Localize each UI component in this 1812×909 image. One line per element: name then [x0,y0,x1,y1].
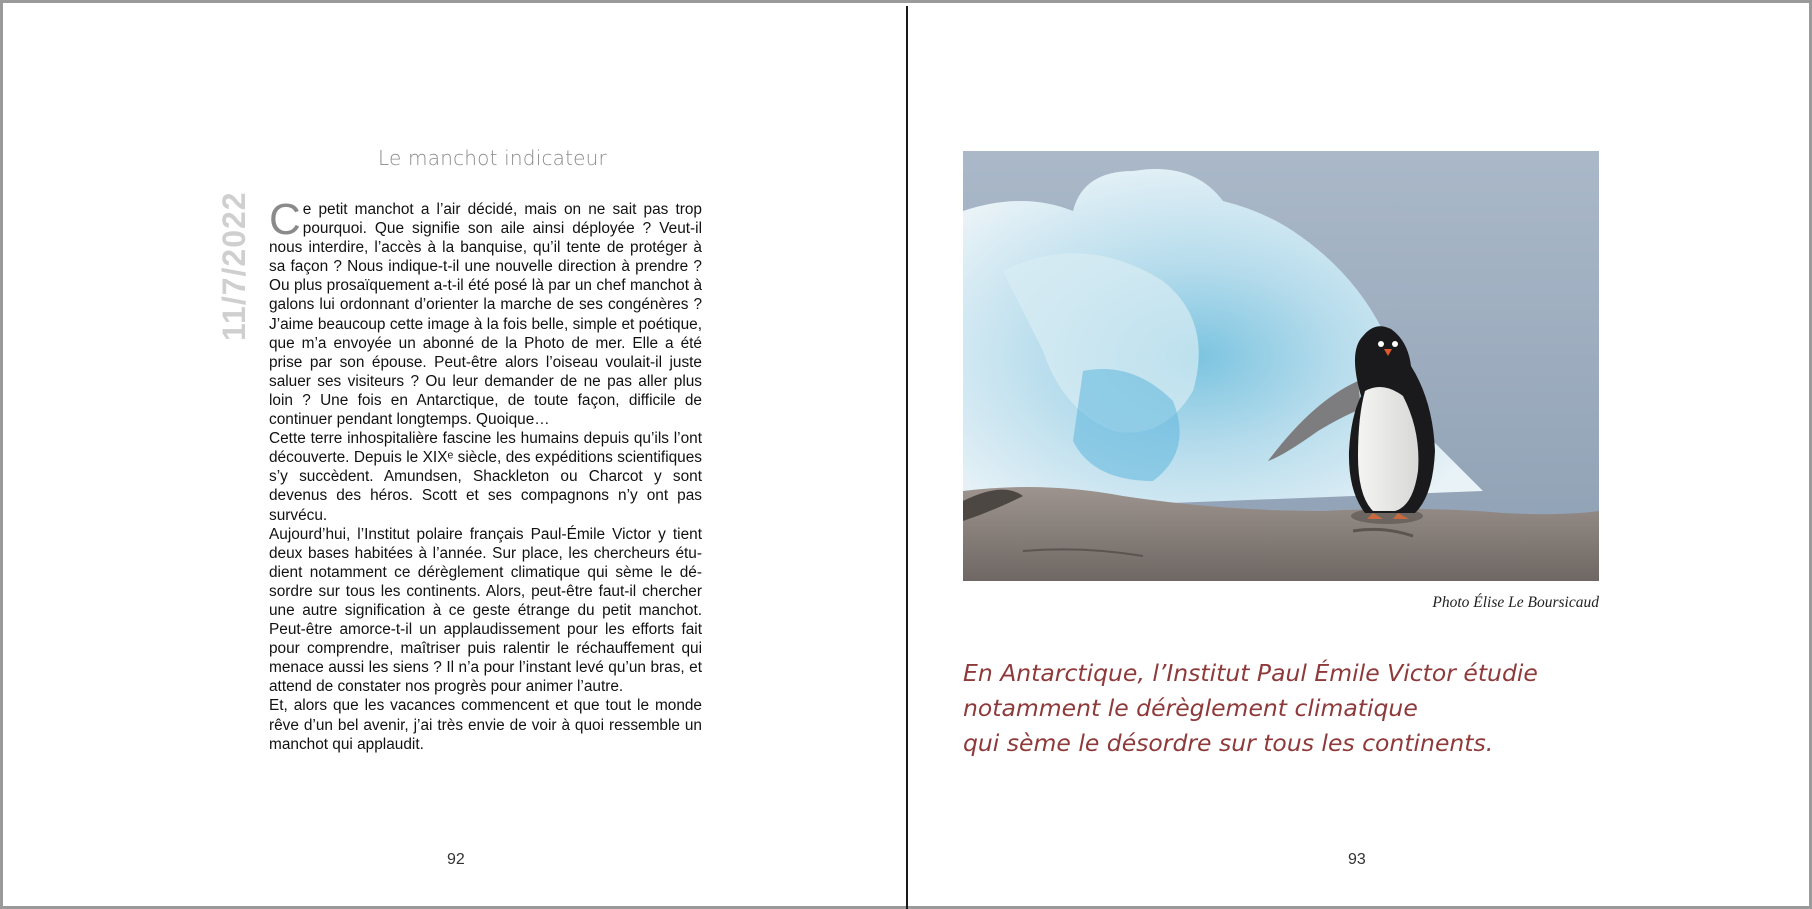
article-body [269,195,702,754]
paragraph-2: Cette terre inhospitalière fascine les humains depuis qu’ils l’ont découverte. Depuis le XIXᵉ siècle, des expéditions scientifiques s’y succèdent. Amundsen, Shackleton ou Charcot y sont devenus des héros. Scott et ses compagnons n’y ont pas survécu. [269,430,702,524]
date-label: 11/7/2022 [216,191,252,341]
penguin-photo-illustration [963,151,1599,581]
pull-quote [963,656,1623,761]
pull-quote-line: notamment le dérèglement climatique [963,694,1418,722]
photo-credit: Photo Élise Le Boursicaud [1432,594,1599,611]
paragraph-3: Aujourd’hui, l’Institut polaire français Paul-Émile Victor y tient deux bases habitées à l’année. Sur place, les chercheurs étudient notamment ce dérèglement climatique qui sème le désordre sur tous les continents. Alors, peut-être faut-il chercher une autre signification à ce geste étrange du petit manchot. Peut-être amorce-t-il un applaudissement pour les efforts fait pour comprendre, maîtriser puis ralentir le réchauffement qui menace aussi les siens ? Il n’a pour l’instant levé qu’un bras, et attend de constater nos progrès pour animer l’autre. [269,525,702,696]
pull-quote-line: qui sème le désordre sur tous les continents. [963,729,1494,757]
paragraph-1: Ce petit manchot a l’air décidé, mais on ne sait pas trop pourquoi. Que signifie son aile ainsi déployée ? Veut-il nous interdire, l’accès à la banquise, qu’il tente de protéger à sa façon ? Nous indique-t-il une nouvelle direction à prendre ? Ou plus prosaïquement a-t-il été posé là par un chef manchot à galons lui ordonnant d’orienter la marche de ses congénères ? J’aime beaucoup cette image à la fois belle, simple et poétique, que m’a envoyée un abonné de la Photo de mer. Elle a été prise par son épouse. Peut-être alors l’oiseau voulait-il juste saluer ses visiteurs ? Ou leur demander de ne pas aller plus loin ? Une fois en Antarctique, de toute façon, difficile de continuer pendant longtemps. Quoique… [269,195,702,429]
running-title: Le manchot indicateur [378,146,607,170]
penguin-photo [963,151,1599,581]
left-page [6,6,906,909]
dropcap: C [269,195,301,244]
pull-quote-line: En Antarctique, l’Institut Paul Émile Victor étudie [963,659,1538,687]
page-number-right: 93 [1348,851,1366,868]
paragraph-4: Et, alors que les vacances commencent et que tout le monde rêve d’un bel avenir, j’ai très envie de voir à quoi ressemble un manchot qui applaudit. [269,697,702,753]
right-page [908,6,1812,909]
page-number-left: 92 [447,851,465,868]
